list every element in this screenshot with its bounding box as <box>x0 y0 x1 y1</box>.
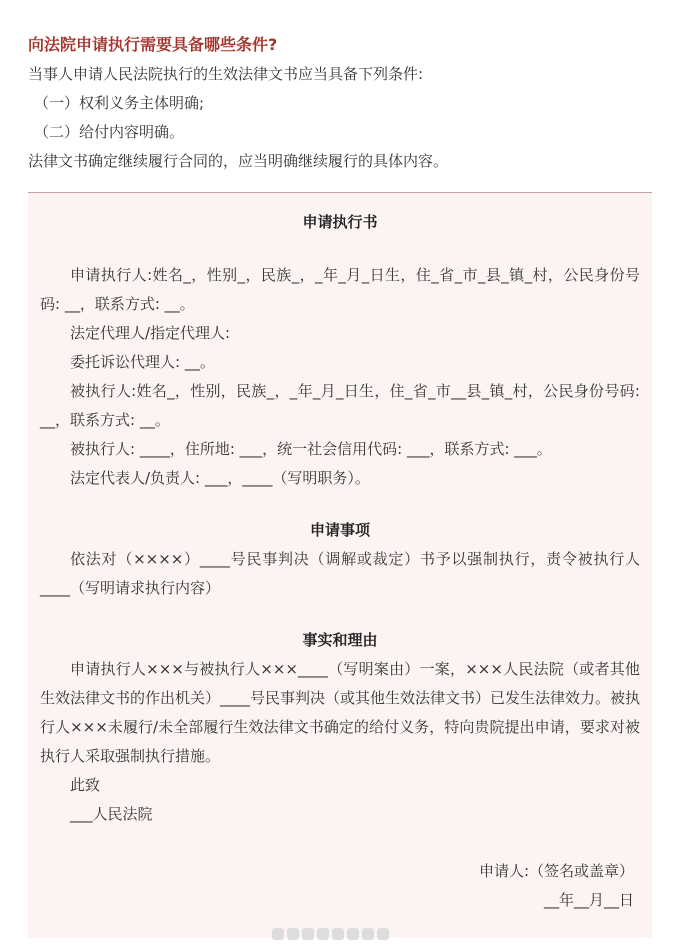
matters-text: 依法对（××××）____号民事判决（调解或裁定）书予以强制执行，责令被执行人____（写明请求执行内容） <box>40 550 640 597</box>
party-line: 被执行人:姓名_，性别，民族_，_年_月_日生，住_省_市__县_镇_村，公民身份号码: __，联系方式: __。 <box>40 382 640 429</box>
reasons-title: 事实和理由 <box>302 631 378 649</box>
court-name: ___人民法院 <box>70 805 153 823</box>
form-body <box>40 207 640 915</box>
reasons-text: 申请执行人×××与被执行人×××____（写明案由）一案，×××人民法院（或者其他生效法律文书的作出机关）____号民事判决（或其他生效法律文书）已发生法律效力。被执行人×××未履行/未全部履行生效法律文书确定的给付义务，特向贵院提出申请，要求对被执行人采取强制执行措施。 <box>40 660 641 765</box>
party-line: 委托诉讼代理人: __。 <box>70 353 215 371</box>
application-form <box>28 193 652 938</box>
intro-line: 法律文书确定继续履行合同的，应当明确继续履行的具体内容。 <box>28 152 449 170</box>
date-line: __年__月__日 <box>543 891 634 909</box>
closing-text: 此致 <box>70 776 101 794</box>
signature-line: 申请人:（签名或盖章） <box>478 862 634 880</box>
party-line: 法定代表人/负责人: ___，____（写明职务）。 <box>70 469 370 487</box>
party-line: 申请执行人:姓名_，性别_，民族_，_年_月_日生，住_省_市_县_镇_村，公民身份号码: __，联系方式: __。 <box>40 266 640 313</box>
watermark-icon <box>272 925 402 943</box>
matters-title: 申请事项 <box>309 521 370 539</box>
party-line: 法定代理人/指定代理人: <box>70 324 231 342</box>
intro-title: 向法院申请执行需要具备哪些条件? <box>28 35 278 54</box>
intro-line: （二）给付内容明确。 <box>34 123 185 141</box>
party-line: 被执行人: ____，住所地: ___，统一社会信用代码: ___，联系方式: ___。 <box>70 440 552 458</box>
intro-line: （一）权利义务主体明确; <box>34 94 205 112</box>
form-title: 申请执行书 <box>302 213 378 231</box>
intro-line: 当事人申请人民法院执行的生效法律文书应当具备下列条件: <box>28 65 424 83</box>
intro-section <box>28 30 658 176</box>
